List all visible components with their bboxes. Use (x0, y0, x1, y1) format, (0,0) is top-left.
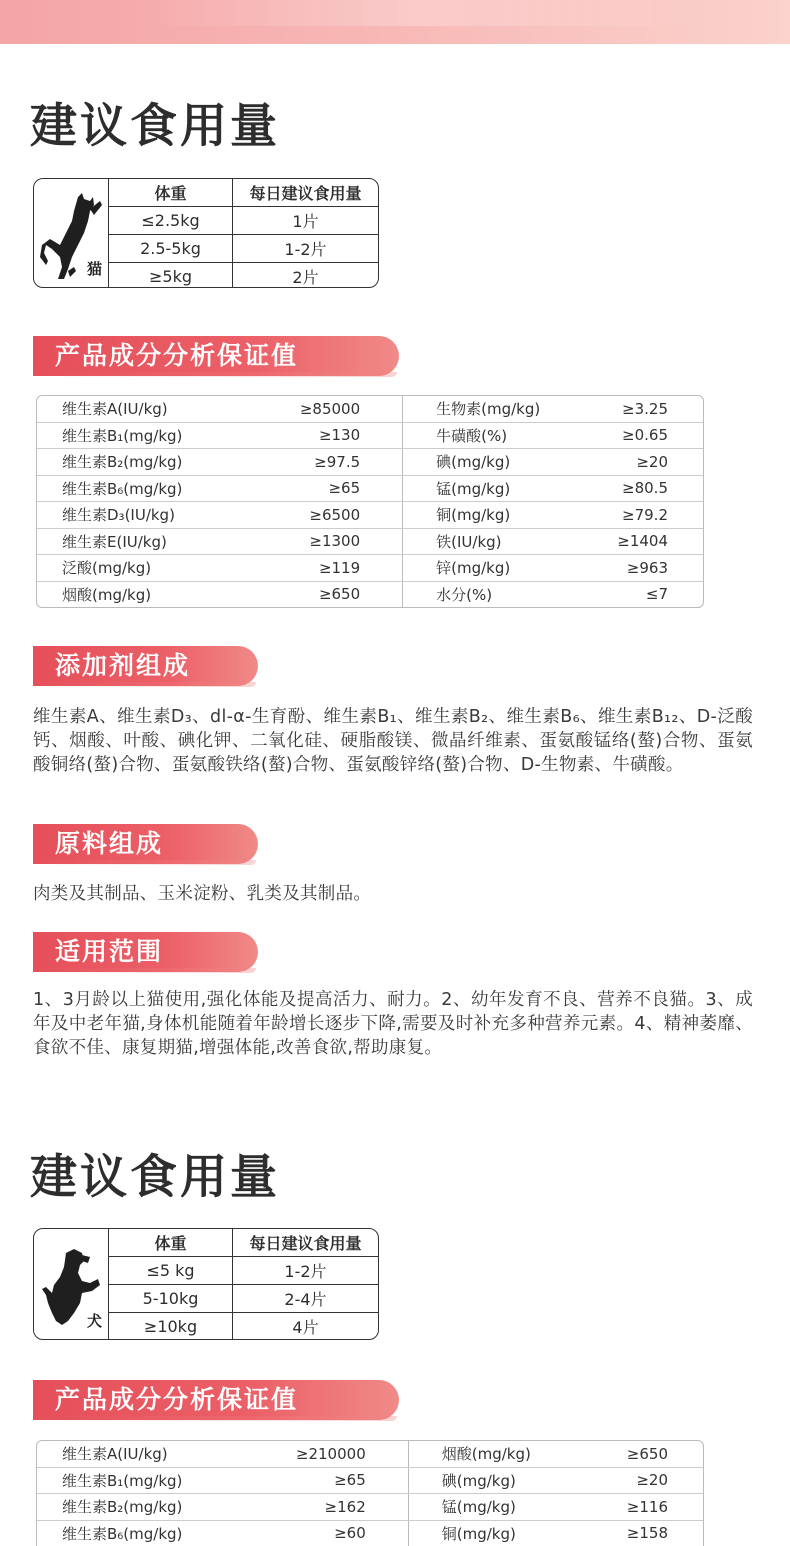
amount-cell: 4片 (292, 1318, 319, 1337)
amount-cell: 1片 (233, 207, 379, 235)
table-row (37, 1441, 703, 1467)
table-row (109, 235, 378, 263)
nutrient-value: ≥1300 (244, 528, 402, 555)
top-banner (0, 0, 790, 44)
nutrient-value: ≥20 (627, 1467, 703, 1494)
nutrient-name: 铜(mg/kg) (441, 1524, 516, 1543)
weight-cell: ≥10kg (109, 1313, 233, 1341)
nutrient-value: ≥650 (627, 1441, 703, 1467)
nutrient-name: 维生素B₂(mg/kg) (37, 449, 244, 476)
scope-text: 1、3月龄以上猫使用,强化体能及提高活力、耐力。2、幼年发育不良、营养不良猫。3、成年及中老年猫,身体机能随着年龄增长逐步下降,需要及时补充多种营养元素。4、精神萎靡、食欲不佳、康复期猫,增强体能,改善食欲,帮助康复。 (33, 990, 753, 1058)
nutrient-value: ≥80.5 (617, 475, 703, 502)
nutrient-name: 烟酸(mg/kg) (408, 1441, 627, 1467)
scope-heading: 适用范围 (33, 932, 258, 972)
dog-analysis-heading: 产品成分分析保证值 (33, 1380, 399, 1420)
cat-analysis-heading: 产品成分分析保证值 (33, 336, 399, 376)
nutrient-name: 维生素D₃(IU/kg) (37, 502, 244, 529)
nutrient-value: ≤7 (645, 585, 668, 604)
table-row (37, 528, 703, 555)
nutrient-name: 碘(mg/kg) (408, 1467, 627, 1494)
nutrient-name: 维生素B₁(mg/kg) (37, 1467, 248, 1494)
table-row (37, 581, 703, 607)
nutrient-name: 牛磺酸(%) (403, 422, 618, 449)
table-row (109, 1313, 378, 1341)
nutrient-value: ≥20 (617, 449, 703, 476)
nutrient-value: ≥162 (248, 1494, 409, 1521)
nutrient-name: 维生素B₆(mg/kg) (62, 1524, 183, 1543)
table-row (109, 263, 378, 289)
nutrient-value: ≥3.25 (617, 396, 703, 422)
additive-text: 维生素A、维生素D₃、dl-α-生育酚、维生素B₁、维生素B₂、维生素B₆、维生素B₁₂、D-泛酸钙、烟酸、叶酸、碘化钾、二氧化硅、硬脂酸镁、微晶纤维素、蛋氨酸锰络(螯)合物、蛋氨酸铜络(螯)合物、蛋氨酸铁络(螯)合物、蛋氨酸锌络(螯)合物、D-生物素、牛磺酸。 (33, 707, 753, 775)
nutrient-name: 生物素(mg/kg) (403, 396, 618, 422)
nutrient-value: ≥79.2 (617, 502, 703, 529)
nutrient-value: ≥0.65 (617, 422, 703, 449)
table-row (37, 1520, 703, 1546)
nutrient-value: ≥963 (617, 555, 703, 582)
table-row (37, 475, 703, 502)
nutrient-name: 维生素B₁(mg/kg) (37, 422, 244, 449)
nutrient-value: ≥1404 (617, 528, 703, 555)
cat-dose-grid (109, 179, 378, 288)
nutrient-value: ≥650 (244, 581, 402, 607)
nutrient-value: ≥60 (248, 1520, 409, 1546)
table-row (37, 422, 703, 449)
dog-dosage-table (33, 1228, 379, 1340)
amount-header: 每日建议食用量 (233, 1229, 379, 1257)
nutrient-value: ≥65 (248, 1467, 409, 1494)
cat-icon-cell (34, 179, 109, 287)
table-row (37, 1467, 703, 1494)
table-row (37, 449, 703, 476)
dog-dosage-title: 建议食用量 (30, 1150, 280, 1205)
nutrient-value: ≥116 (627, 1494, 703, 1521)
amount-cell: 1-2片 (233, 1257, 379, 1285)
table-row (37, 396, 703, 422)
raw-material-text: 肉类及其制品、玉米淀粉、乳类及其制品。 (33, 884, 372, 904)
nutrient-name: 锰(mg/kg) (403, 475, 618, 502)
nutrient-name: 铁(IU/kg) (403, 528, 618, 555)
dog-analysis-table (36, 1440, 704, 1546)
nutrient-name: 维生素B₆(mg/kg) (37, 475, 244, 502)
nutrient-name: 维生素B₂(mg/kg) (37, 1494, 248, 1521)
weight-cell: 5-10kg (109, 1285, 233, 1313)
nutrient-name: 烟酸(mg/kg) (62, 585, 152, 604)
weight-header: 体重 (109, 179, 233, 207)
table-row (37, 555, 703, 582)
dog-icon-cell (34, 1229, 109, 1339)
cat-analysis-table (36, 395, 704, 608)
nutrient-name: 锰(mg/kg) (408, 1494, 627, 1521)
amount-header: 每日建议食用量 (233, 179, 379, 207)
nutrient-value: ≥119 (244, 555, 402, 582)
amount-cell: 2-4片 (233, 1285, 379, 1313)
nutrient-name: 锌(mg/kg) (403, 555, 618, 582)
table-row (109, 207, 378, 235)
cat-dosage-title: 建议食用量 (30, 99, 280, 154)
nutrient-name: 维生素A(IU/kg) (37, 396, 244, 422)
weight-cell: 2.5-5kg (109, 235, 233, 263)
amount-cell: 1-2片 (233, 235, 379, 263)
nutrient-name: 水分(%) (436, 585, 493, 604)
nutrient-value: ≥210000 (248, 1441, 409, 1467)
nutrient-value: ≥130 (244, 422, 402, 449)
nutrient-name: 维生素E(IU/kg) (37, 528, 244, 555)
table-row (37, 502, 703, 529)
banner-highlight (140, 0, 700, 26)
nutrient-name: 铜(mg/kg) (403, 502, 618, 529)
raw-material-heading: 原料组成 (33, 824, 258, 864)
amount-cell: 2片 (292, 268, 319, 287)
nutrient-name: 泛酸(mg/kg) (37, 555, 244, 582)
nutrient-value: ≥97.5 (244, 449, 402, 476)
nutrient-value: ≥6500 (244, 502, 402, 529)
cat-dosage-table (33, 178, 379, 288)
nutrient-name: 碘(mg/kg) (403, 449, 618, 476)
table-row (37, 1494, 703, 1521)
table-row (109, 1285, 378, 1313)
dog-dose-grid (109, 1229, 378, 1340)
additive-heading: 添加剂组成 (33, 646, 258, 686)
nutrient-value: ≥158 (626, 1524, 668, 1543)
weight-cell: ≤2.5kg (109, 207, 233, 235)
dog-label: 犬 (86, 1312, 102, 1330)
weight-cell: ≤5 kg (109, 1257, 233, 1285)
table-row (109, 1257, 378, 1285)
nutrient-name: 维生素A(IU/kg) (37, 1441, 248, 1467)
weight-header: 体重 (109, 1229, 233, 1257)
nutrient-value: ≥65 (244, 475, 402, 502)
nutrient-value: ≥85000 (244, 396, 402, 422)
weight-cell: ≥5kg (109, 263, 233, 289)
cat-label: 猫 (86, 260, 102, 278)
